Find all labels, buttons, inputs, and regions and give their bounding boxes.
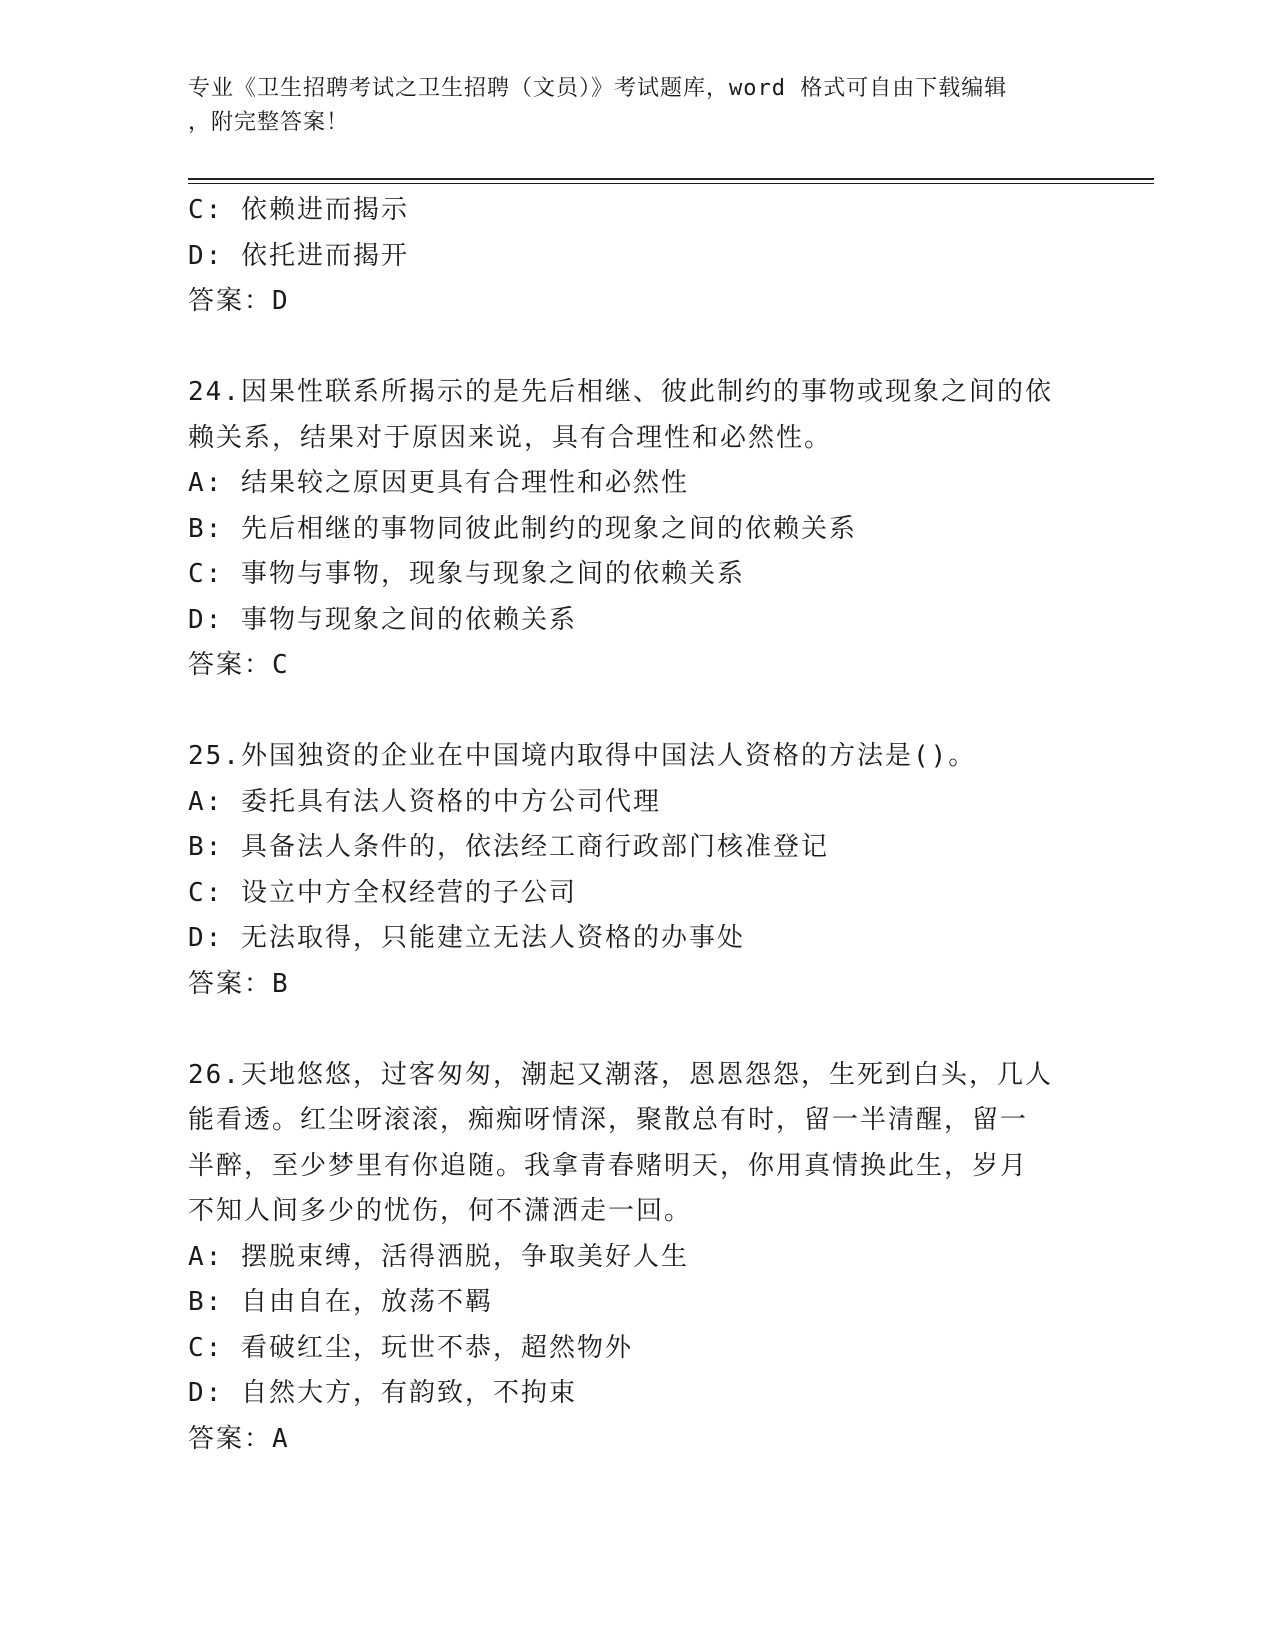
spacer	[188, 325, 1088, 371]
header-line-1: 专业《卫生招聘考试之卫生招聘（文员）》考试题库，word 格式可自由下载编辑	[188, 76, 1008, 101]
answer: 答案：B	[188, 968, 290, 999]
spacer	[188, 1007, 1088, 1053]
answer: 答案：C	[188, 650, 290, 680]
option-d: D: 依托进而揭开	[188, 240, 409, 271]
question-stem: 能看透。红尘呀滚滚，痴痴呀情深，聚散总有时，留一半清醒，留一	[188, 1105, 1029, 1135]
option-a: A: 摆脱束缚，活得洒脱，争取美好人生	[188, 1241, 689, 1272]
option-c: C: 事物与事物，现象与现象之间的依赖关系	[188, 559, 745, 589]
answer: 答案：D	[188, 286, 290, 316]
question-stem: 赖关系，结果对于原因来说，具有合理性和必然性。	[188, 422, 833, 453]
option-b: B: 自由自在，放荡不羁	[188, 1287, 493, 1317]
option-b: B: 具备法人条件的，依法经工商行政部门核准登记	[188, 832, 829, 862]
document-header	[188, 72, 1088, 140]
option-d: D: 自然大方，有韵致，不拘束	[188, 1378, 577, 1408]
question-26	[188, 1053, 1088, 1463]
header-line-2: ，附完整答案！	[188, 110, 350, 135]
option-c: C: 看破红尘，玩世不恭，超然物外	[188, 1332, 633, 1363]
header-divider	[188, 178, 1154, 184]
option-a: A: 结果较之原因更具有合理性和必然性	[188, 468, 689, 498]
question-23-tail	[188, 188, 1088, 325]
option-c: C: 设立中方全权经营的子公司	[188, 877, 577, 908]
question-stem: 半醉，至少梦里有你追随。我拿青春赌明天，你用真情换此生，岁月	[188, 1150, 1029, 1181]
answer: 答案：A	[188, 1423, 290, 1454]
question-stem: 不知人间多少的忧伤，何不潇洒走一回。	[188, 1196, 693, 1226]
question-stem: 26.天地悠悠，过客匆匆，潮起又潮落，恩恩怨怨，生死到白头，几人	[188, 1059, 1053, 1090]
option-c: C: 依赖进而揭示	[188, 195, 409, 225]
option-a: A: 委托具有法人资格的中方公司代理	[188, 786, 661, 817]
spacer	[188, 689, 1088, 735]
option-d: D: 事物与现象之间的依赖关系	[188, 604, 577, 635]
question-24	[188, 370, 1088, 689]
question-list	[188, 188, 1088, 1462]
question-stem: 25.外国独资的企业在中国境内取得中国法人资格的方法是()。	[188, 741, 977, 771]
option-d: D: 无法取得，只能建立无法人资格的办事处	[188, 923, 745, 953]
question-stem: 24.因果性联系所揭示的是先后相继、彼此制约的事物或现象之间的依	[188, 377, 1053, 407]
question-25	[188, 734, 1088, 1007]
option-b: B: 先后相继的事物同彼此制约的现象之间的依赖关系	[188, 513, 857, 544]
